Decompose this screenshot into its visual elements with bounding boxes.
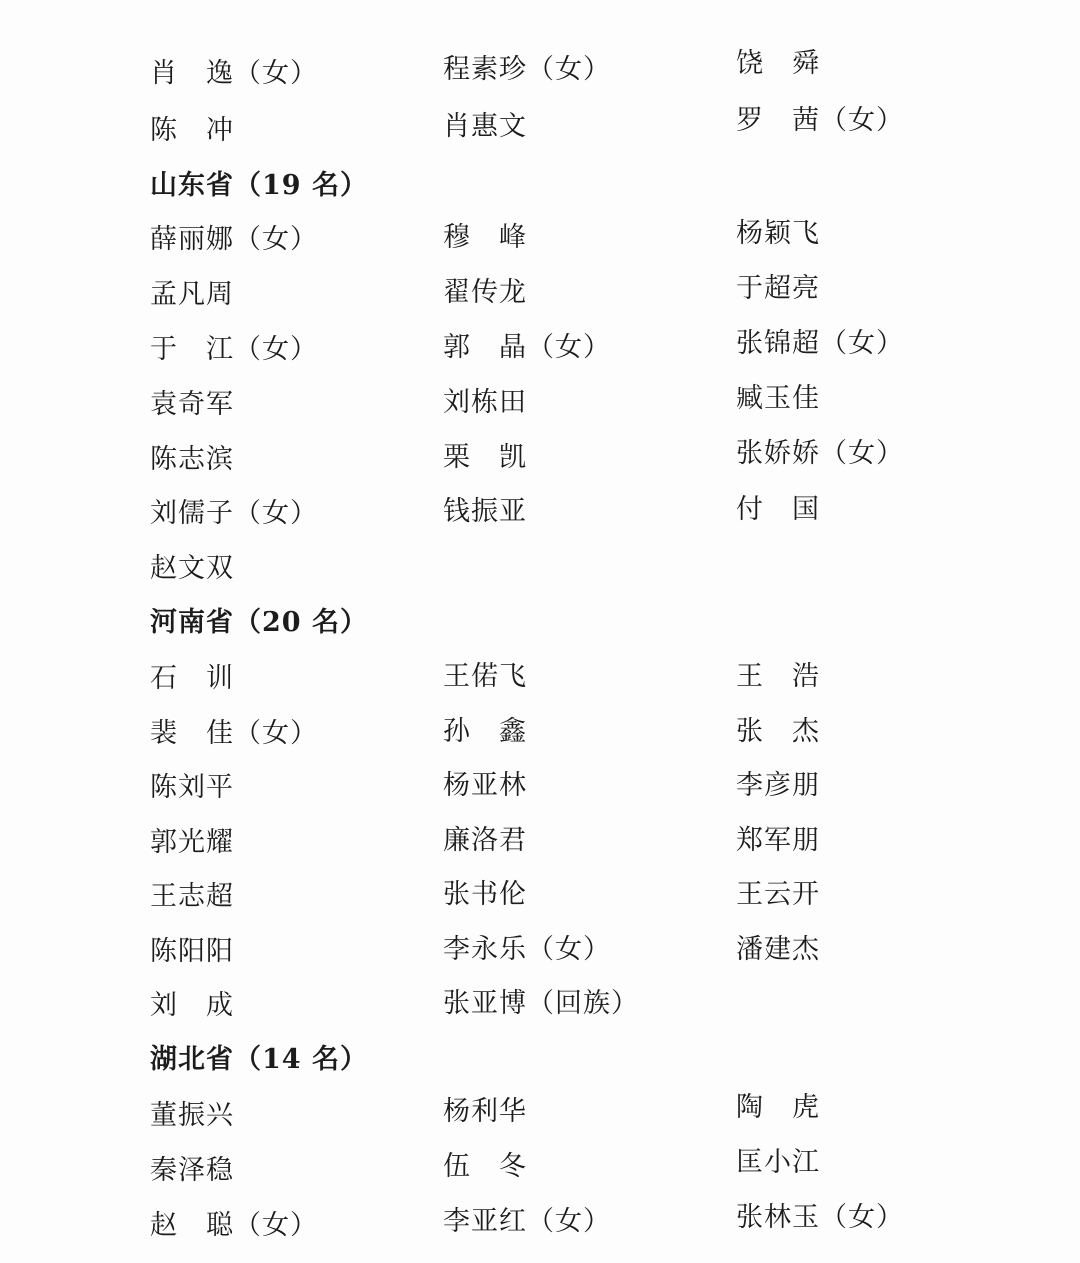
name-entry: 于 江（女） — [150, 334, 318, 365]
name-entry: 程素珍（女） — [443, 54, 611, 85]
name-entry: 石 训 — [150, 663, 234, 694]
name-entry: 裴 佳（女） — [150, 718, 318, 749]
name-row — [0, 385, 1080, 425]
name-entry: 郑军朋 — [736, 825, 820, 856]
section-heading-hubei — [150, 1040, 368, 1080]
name-entry: 栗 凯 — [443, 442, 527, 473]
name-row — [0, 105, 1080, 151]
name-entry: 刘儒子（女） — [150, 498, 318, 529]
name-entry: 杨利华 — [443, 1096, 527, 1127]
name-row — [0, 1092, 1080, 1136]
name-entry: 王志超 — [150, 881, 234, 912]
name-entry: 肖 逸（女） — [150, 58, 318, 89]
name-entry: 张锦超（女） — [736, 328, 904, 359]
name-entry: 赵 聪（女） — [150, 1210, 318, 1241]
name-entry: 刘 成 — [150, 990, 234, 1021]
name-entry: 张书伦 — [443, 879, 527, 910]
name-row — [0, 823, 1080, 863]
name-entry: 于超亮 — [736, 273, 820, 304]
name-entry: 陈阳阳 — [150, 936, 234, 967]
quota-count: （14 名） — [234, 1044, 368, 1075]
name-entry: 陶 虎 — [736, 1092, 820, 1123]
name-entry: 张亚博（回族） — [443, 988, 639, 1019]
name-entry: 饶 舜 — [736, 48, 820, 79]
name-entry: 郭光耀 — [150, 827, 234, 858]
name-row — [0, 986, 1080, 1026]
name-entry: 张林玉（女） — [736, 1202, 904, 1233]
name-entry: 王偌飞 — [443, 661, 527, 692]
name-entry: 陈志滨 — [150, 444, 234, 475]
name-row — [0, 440, 1080, 480]
quota-count: （19 名） — [234, 170, 368, 201]
name-row — [0, 1202, 1080, 1246]
name-entry: 杨颖飞 — [736, 218, 820, 249]
name-entry: 付 国 — [736, 494, 820, 525]
section-heading-henan — [150, 603, 368, 643]
name-entry: 刘栋田 — [443, 387, 527, 418]
name-entry: 臧玉佳 — [736, 383, 820, 414]
name-entry: 陈刘平 — [150, 772, 234, 803]
name-row — [0, 768, 1080, 808]
name-entry: 肖惠文 — [443, 111, 527, 142]
name-entry: 孙 鑫 — [443, 716, 527, 747]
name-entry: 董振兴 — [150, 1100, 234, 1131]
province-name: 河南省 — [150, 607, 234, 638]
name-row — [0, 877, 1080, 917]
name-row — [0, 714, 1080, 754]
name-row — [0, 932, 1080, 972]
name-entry: 罗 茜（女） — [736, 105, 904, 136]
section-heading-shandong — [150, 166, 368, 206]
name-row — [0, 220, 1080, 260]
name-entry: 廉洛君 — [443, 825, 527, 856]
name-row — [0, 330, 1080, 370]
name-entry: 王云开 — [736, 879, 820, 910]
quota-count: （20 名） — [234, 607, 368, 638]
name-entry: 穆 峰 — [443, 222, 527, 253]
name-entry: 伍 冬 — [443, 1151, 527, 1182]
name-entry: 翟传龙 — [443, 277, 527, 308]
name-row — [0, 275, 1080, 315]
name-entry: 袁奇军 — [150, 389, 234, 420]
name-entry: 张 杰 — [736, 716, 820, 747]
name-entry: 杨亚林 — [443, 770, 527, 801]
name-entry: 秦泽稳 — [150, 1155, 234, 1186]
province-name: 山东省 — [150, 170, 234, 201]
name-entry: 潘建杰 — [736, 934, 820, 965]
name-entry: 赵文双 — [150, 553, 234, 584]
name-row — [0, 1147, 1080, 1191]
name-entry: 匡小江 — [736, 1147, 820, 1178]
name-entry: 张娇娇（女） — [736, 438, 904, 469]
name-entry: 薛丽娜（女） — [150, 224, 318, 255]
name-row — [0, 659, 1080, 699]
name-row — [0, 494, 1080, 534]
name-entry: 钱振亚 — [443, 496, 527, 527]
name-row — [0, 48, 1080, 94]
name-entry: 郭 晶（女） — [443, 332, 611, 363]
name-entry: 孟凡周 — [150, 279, 234, 310]
name-entry: 李彦朋 — [736, 770, 820, 801]
name-row — [0, 549, 1080, 589]
name-entry: 陈 冲 — [150, 115, 234, 146]
province-name: 湖北省 — [150, 1044, 234, 1075]
name-entry: 王 浩 — [736, 661, 820, 692]
name-entry: 李亚红（女） — [443, 1206, 611, 1237]
name-entry: 李永乐（女） — [443, 934, 611, 965]
